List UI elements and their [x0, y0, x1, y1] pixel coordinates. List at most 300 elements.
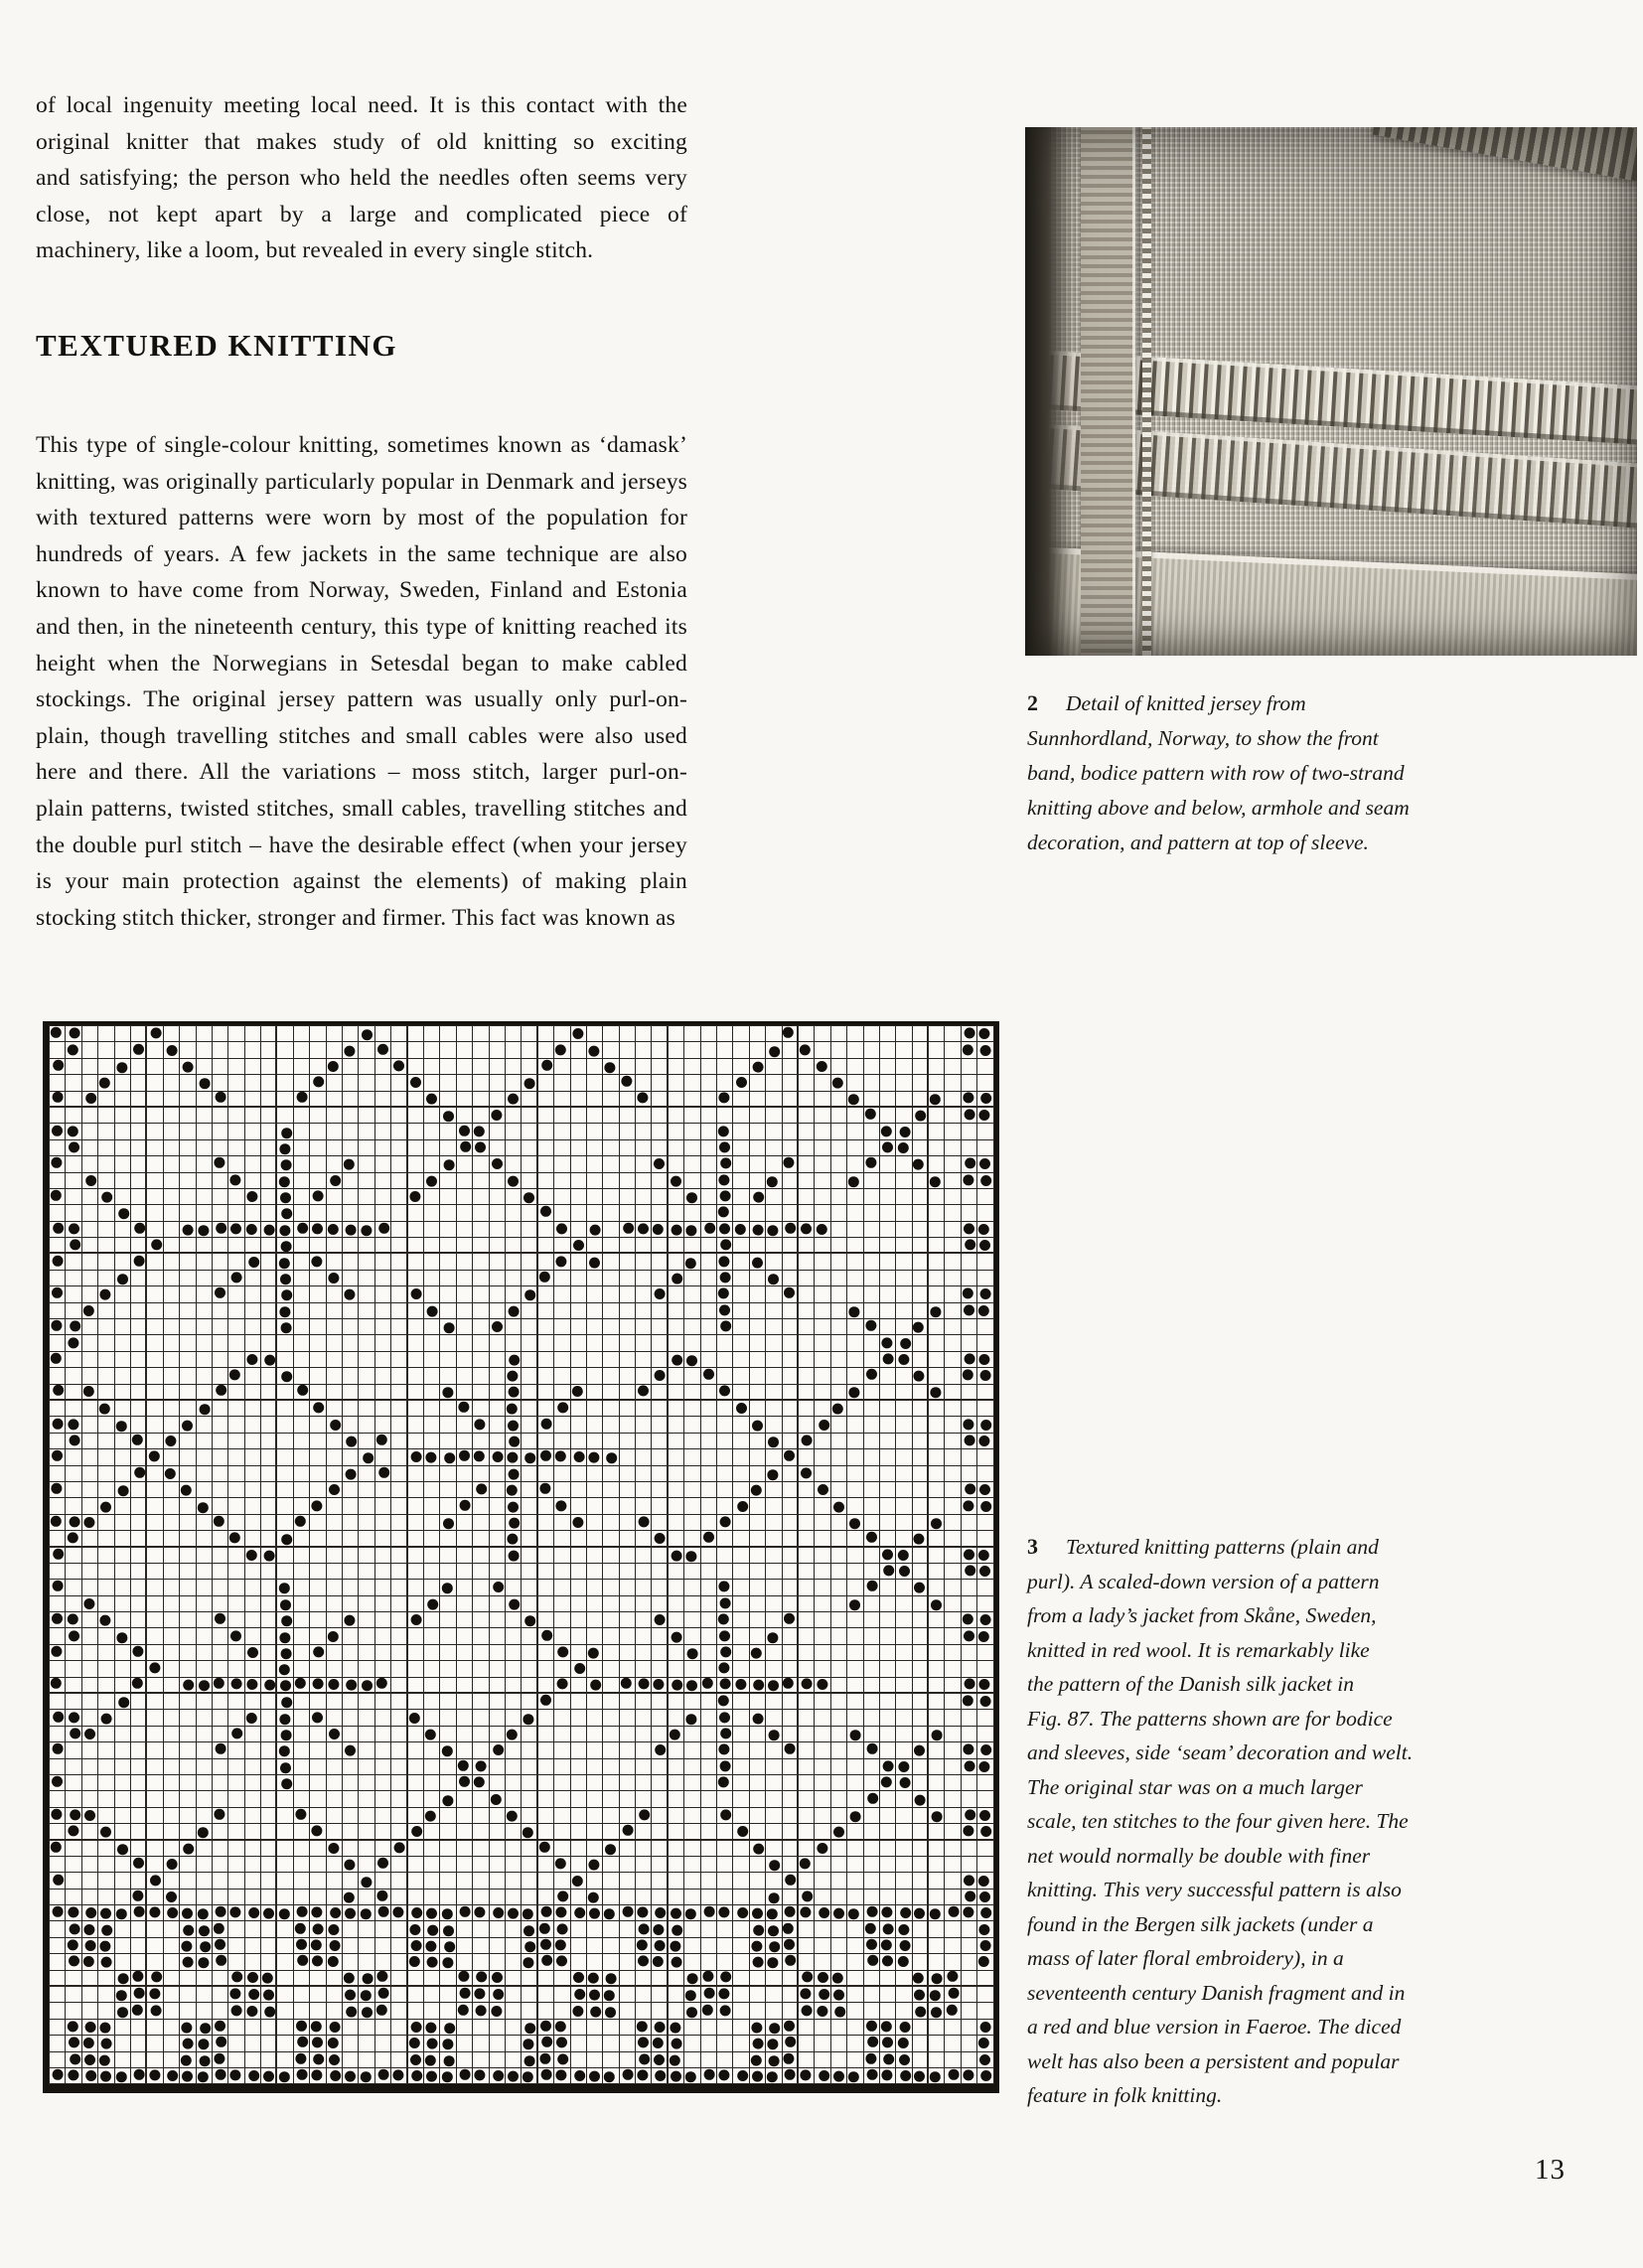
chart-cell	[391, 1059, 407, 1075]
chart-cell	[896, 1873, 912, 1889]
chart-cell	[750, 1841, 766, 1857]
chart-cell	[473, 1661, 489, 1677]
chart-cell	[962, 1075, 977, 1091]
purl-stitch-dot	[53, 1223, 64, 1234]
chart-cell	[294, 1531, 310, 1547]
chart-cell	[799, 1890, 815, 1905]
chart-cell	[115, 1694, 131, 1710]
chart-cell	[164, 1710, 180, 1726]
purl-stitch-dot	[214, 1922, 224, 1933]
chart-cell	[180, 1921, 196, 1937]
chart-cell	[50, 1661, 66, 1677]
purl-stitch-dot	[83, 1598, 94, 1609]
chart-cell	[896, 1742, 912, 1758]
chart-cell	[831, 1857, 847, 1873]
chart-cell	[261, 1108, 277, 1124]
chart-cell	[896, 1205, 912, 1221]
chart-cell	[896, 1938, 912, 1954]
chart-cell	[766, 1938, 782, 1954]
chart-cell	[164, 1042, 180, 1058]
chart-cell	[180, 1271, 196, 1286]
purl-stitch-dot	[329, 1729, 340, 1739]
chart-cell	[147, 1401, 163, 1417]
chart-cell	[554, 1775, 570, 1791]
chart-cell	[310, 1954, 326, 1970]
chart-cell	[913, 1694, 929, 1710]
purl-stitch-dot	[215, 1613, 225, 1624]
purl-stitch-dot	[637, 2021, 648, 2032]
purl-stitch-dot	[216, 1092, 226, 1103]
chart-cell	[831, 1548, 847, 1564]
chart-cell	[440, 1954, 456, 1970]
chart-cell	[620, 2003, 636, 2019]
chart-cell	[277, 1173, 293, 1189]
chart-cell	[424, 1580, 440, 1595]
chart-cell	[701, 1189, 717, 1205]
chart-cell	[131, 1564, 147, 1580]
chart-cell	[522, 1335, 537, 1351]
chart-cell	[603, 1434, 619, 1449]
chart-cell	[164, 1515, 180, 1531]
chart-cell	[98, 2003, 114, 2019]
chart-cell	[587, 2068, 603, 2084]
purl-stitch-dot	[133, 2069, 144, 2080]
chart-cell	[66, 1075, 81, 1091]
chart-cell	[131, 1921, 147, 1937]
purl-stitch-dot	[686, 1225, 697, 1236]
chart-cell	[261, 1449, 277, 1465]
purl-stitch-dot	[474, 1777, 485, 1788]
caption-text: Textured knitting patterns (plain and	[1066, 1535, 1379, 1559]
purl-stitch-dot	[117, 2007, 128, 2018]
chart-cell	[213, 1466, 228, 1482]
chart-cell	[847, 1319, 863, 1335]
chart-cell	[669, 1156, 684, 1172]
chart-cell	[815, 1548, 830, 1564]
chart-cell	[799, 1189, 815, 1205]
chart-cell	[375, 1401, 391, 1417]
chart-cell	[880, 1645, 896, 1661]
chart-cell	[945, 1841, 961, 1857]
purl-stitch-dot	[280, 1762, 291, 1773]
chart-cell	[815, 1954, 830, 1970]
chart-cell	[684, 2036, 700, 2051]
chart-cell	[82, 1759, 98, 1775]
chart-cell	[506, 1727, 522, 1742]
chart-cell	[408, 1857, 424, 1873]
chart-cell	[913, 1173, 929, 1189]
chart-cell	[98, 1286, 114, 1302]
chart-cell	[180, 1385, 196, 1401]
chart-cell	[783, 1890, 799, 1905]
chart-cell	[473, 1205, 489, 1221]
chart-cell	[440, 1026, 456, 1042]
purl-stitch-dot	[52, 1450, 63, 1461]
purl-stitch-dot	[51, 1842, 62, 1853]
chart-cell	[50, 1205, 66, 1221]
chart-cell	[261, 1286, 277, 1302]
chart-cell	[213, 1808, 228, 1824]
chart-cell	[766, 1075, 782, 1091]
chart-cell	[440, 1759, 456, 1775]
chart-cell	[864, 2036, 880, 2051]
purl-stitch-dot	[849, 1306, 860, 1317]
chart-cell	[929, 1580, 945, 1595]
chart-cell	[261, 1482, 277, 1498]
chart-cell	[783, 1694, 799, 1710]
chart-cell	[164, 1905, 180, 1921]
chart-cell	[228, 1075, 244, 1091]
chart-cell	[750, 1596, 766, 1612]
chart-cell	[896, 1059, 912, 1075]
purl-stitch-dot	[588, 1860, 599, 1871]
chart-cell	[847, 1775, 863, 1791]
purl-stitch-dot	[672, 1224, 682, 1235]
text-line: with textured patterns were worn by most of the population for	[36, 505, 687, 531]
purl-stitch-dot	[52, 1809, 63, 1820]
purl-stitch-dot	[216, 1385, 226, 1396]
chart-cell	[310, 1645, 326, 1661]
chart-cell	[66, 1531, 81, 1547]
chart-cell	[506, 2003, 522, 2019]
chart-cell	[82, 1531, 98, 1547]
chart-cell	[245, 1905, 261, 1921]
chart-cell	[66, 1857, 81, 1873]
purl-stitch-dot	[817, 1679, 827, 1690]
chart-cell	[490, 1678, 506, 1694]
chart-cell	[636, 1286, 652, 1302]
photo-vignette	[1025, 127, 1637, 656]
chart-cell	[147, 1173, 163, 1189]
purl-stitch-dot	[246, 1550, 257, 1561]
chart-cell	[391, 1319, 407, 1335]
chart-cell	[929, 1205, 945, 1221]
chart-cell	[131, 2052, 147, 2068]
chart-cell	[522, 1791, 537, 1807]
purl-stitch-dot	[83, 1386, 94, 1397]
text-line: plain patterns, twisted stitches, small cables, travelling stitches and	[36, 795, 687, 822]
purl-stitch-dot	[312, 1500, 323, 1511]
chart-cell	[180, 1303, 196, 1319]
chart-cell	[717, 2003, 733, 2019]
chart-cell	[408, 1092, 424, 1108]
chart-cell	[733, 1775, 749, 1791]
chart-cell	[359, 1042, 374, 1058]
purl-stitch-dot	[102, 1192, 113, 1203]
purl-stitch-dot	[898, 1761, 909, 1772]
purl-stitch-dot	[718, 1777, 729, 1788]
chart-cell	[98, 1205, 114, 1221]
purl-stitch-dot	[199, 1925, 210, 1936]
chart-cell	[473, 1596, 489, 1612]
chart-cell	[977, 1205, 993, 1221]
purl-stitch-dot	[849, 1518, 860, 1529]
chart-cell	[750, 1303, 766, 1319]
chart-cell	[669, 1026, 684, 1042]
chart-cell	[228, 1678, 244, 1694]
chart-cell	[424, 1873, 440, 1889]
chart-cell	[359, 2036, 374, 2051]
chart-cell	[294, 1254, 310, 1270]
chart-cell	[327, 1124, 343, 1139]
chart-cell	[327, 1938, 343, 1954]
chart-cell	[587, 1108, 603, 1124]
chart-cell	[962, 1905, 977, 1921]
chart-cell	[701, 2036, 717, 2051]
chart-cell	[554, 1971, 570, 1987]
caption-line: the pattern of the Danish silk jacket in	[1027, 1672, 1355, 1696]
purl-stitch-dot	[900, 1907, 911, 1918]
chart-cell	[684, 1873, 700, 1889]
purl-stitch-dot	[848, 2071, 859, 2082]
figure2-caption	[1027, 685, 1623, 860]
chart-cell	[343, 1335, 359, 1351]
chart-cell	[913, 1841, 929, 1857]
chart-cell	[213, 1531, 228, 1547]
chart-cell	[880, 1205, 896, 1221]
purl-stitch-dot	[671, 1908, 681, 1919]
chart-cell	[228, 1108, 244, 1124]
chart-cell	[457, 1140, 473, 1156]
chart-cell	[587, 1092, 603, 1108]
chart-cell	[164, 2003, 180, 2019]
chart-cell	[847, 1417, 863, 1433]
chart-cell	[50, 1808, 66, 1824]
chart-cell	[180, 2052, 196, 2068]
chart-cell	[66, 1791, 81, 1807]
chart-cell	[424, 1515, 440, 1531]
chart-cell	[929, 1189, 945, 1205]
chart-cell	[375, 1092, 391, 1108]
chart-cell	[538, 1890, 554, 1905]
purl-stitch-dot	[459, 1776, 470, 1787]
chart-cell	[750, 1092, 766, 1108]
chart-cell	[359, 1890, 374, 1905]
chart-cell	[506, 1286, 522, 1302]
chart-cell	[228, 1873, 244, 1889]
purl-stitch-dot	[556, 1907, 567, 1918]
chart-cell	[98, 1808, 114, 1824]
chart-cell	[115, 1205, 131, 1221]
purl-stitch-dot	[442, 1795, 453, 1806]
chart-cell	[261, 1759, 277, 1775]
chart-cell	[213, 1498, 228, 1514]
chart-cell	[701, 1710, 717, 1726]
purl-stitch-dot	[295, 1809, 306, 1820]
purl-stitch-dot	[69, 2038, 79, 2048]
chart-cell	[490, 1564, 506, 1580]
purl-stitch-dot	[182, 2023, 193, 2034]
chart-cell	[587, 1173, 603, 1189]
chart-cell	[684, 1042, 700, 1058]
chart-cell	[880, 1434, 896, 1449]
chart-cell	[82, 1710, 98, 1726]
chart-cell	[228, 1092, 244, 1108]
chart-cell	[587, 1791, 603, 1807]
chart-cell	[375, 1352, 391, 1368]
chart-cell	[310, 1857, 326, 1873]
chart-cell	[636, 1954, 652, 1970]
purl-stitch-dot	[686, 2007, 697, 2018]
chart-cell	[571, 1628, 587, 1644]
chart-cell	[245, 1482, 261, 1498]
chart-cell	[962, 1645, 977, 1661]
chart-cell	[750, 1189, 766, 1205]
purl-stitch-dot	[344, 1973, 355, 1984]
chart-cell	[880, 1059, 896, 1075]
chart-cell	[164, 1645, 180, 1661]
chart-cell	[310, 1286, 326, 1302]
chart-cell	[799, 2036, 815, 2051]
chart-cell	[799, 1352, 815, 1368]
chart-cell	[962, 1385, 977, 1401]
purl-stitch-dot	[654, 1679, 665, 1690]
chart-cell	[131, 1791, 147, 1807]
purl-stitch-dot	[166, 1891, 177, 1902]
purl-stitch-dot	[720, 1760, 731, 1771]
chart-cell	[261, 1368, 277, 1384]
chart-cell	[506, 1905, 522, 1921]
chart-cell	[359, 1841, 374, 1857]
chart-cell	[197, 1727, 213, 1742]
chart-cell	[847, 2068, 863, 2084]
purl-stitch-dot	[507, 1811, 518, 1822]
chart-cell	[180, 1515, 196, 1531]
chart-cell	[799, 1775, 815, 1791]
chart-cell	[98, 1271, 114, 1286]
chart-cell	[375, 1905, 391, 1921]
chart-cell	[115, 2052, 131, 2068]
chart-cell	[783, 1466, 799, 1482]
chart-cell	[620, 1319, 636, 1335]
chart-cell	[538, 1873, 554, 1889]
chart-cell	[847, 1580, 863, 1595]
chart-cell	[327, 1059, 343, 1075]
chart-cell	[571, 1580, 587, 1595]
chart-cell	[587, 1873, 603, 1889]
chart-cell	[490, 1335, 506, 1351]
purl-stitch-dot	[132, 1646, 143, 1657]
purl-stitch-dot	[52, 1613, 63, 1624]
purl-stitch-dot	[639, 1679, 650, 1690]
chart-cell	[375, 1824, 391, 1840]
chart-cell	[490, 1368, 506, 1384]
purl-stitch-dot	[68, 1337, 78, 1348]
chart-cell	[766, 1286, 782, 1302]
purl-stitch-dot	[785, 1743, 796, 1754]
chart-cell	[197, 1905, 213, 1921]
chart-cell	[684, 1921, 700, 1937]
purl-stitch-dot	[263, 1224, 274, 1235]
chart-cell	[115, 1108, 131, 1124]
chart-cell	[831, 2020, 847, 2036]
chart-cell	[766, 1222, 782, 1238]
chart-cell	[490, 1954, 506, 1970]
chart-cell	[783, 1482, 799, 1498]
chart-cell	[228, 1759, 244, 1775]
chart-cell	[896, 1628, 912, 1644]
chart-cell	[164, 1254, 180, 1270]
chart-cell	[669, 2036, 684, 2051]
chart-cell	[945, 1286, 961, 1302]
chart-cell	[522, 1775, 537, 1791]
chart-cell	[620, 1596, 636, 1612]
chart-cell	[896, 1434, 912, 1449]
chart-cell	[554, 1059, 570, 1075]
chart-cell	[652, 1026, 668, 1042]
chart-cell	[522, 1938, 537, 1954]
chart-cell	[783, 1727, 799, 1742]
purl-stitch-dot	[314, 2053, 325, 2064]
chart-cell	[913, 1954, 929, 1970]
chart-cell	[945, 1678, 961, 1694]
purl-stitch-dot	[865, 1320, 876, 1331]
purl-stitch-dot	[588, 1452, 599, 1463]
purl-stitch-dot	[655, 2070, 666, 2081]
chart-cell	[147, 1890, 163, 1905]
chart-cell	[799, 1124, 815, 1139]
chart-cell	[245, 2036, 261, 2051]
chart-cell	[864, 1905, 880, 1921]
chart-cell	[197, 1189, 213, 1205]
chart-cell	[864, 1042, 880, 1058]
chart-cell	[50, 1710, 66, 1726]
chart-cell	[538, 1026, 554, 1042]
chart-cell	[147, 1303, 163, 1319]
chart-cell	[294, 1092, 310, 1108]
chart-cell	[180, 1841, 196, 1857]
chart-cell	[343, 1075, 359, 1091]
purl-stitch-dot	[718, 1614, 729, 1625]
purl-stitch-dot	[981, 1501, 992, 1512]
purl-stitch-dot	[882, 1141, 893, 1152]
chart-cell	[783, 1140, 799, 1156]
chart-cell	[750, 1938, 766, 1954]
chart-cell	[847, 1742, 863, 1758]
chart-cell	[115, 1596, 131, 1612]
chart-cell	[391, 1987, 407, 2003]
chart-cell	[131, 1938, 147, 1954]
chart-cell	[571, 1727, 587, 1742]
chart-cell	[587, 1271, 603, 1286]
chart-cell	[522, 1808, 537, 1824]
chart-cell	[408, 1319, 424, 1335]
chart-cell	[717, 1645, 733, 1661]
chart-cell	[538, 1075, 554, 1091]
chart-cell	[245, 1156, 261, 1172]
chart-cell	[131, 1042, 147, 1058]
chart-cell	[669, 1564, 684, 1580]
chart-cell	[733, 1401, 749, 1417]
chart-cell	[669, 1987, 684, 2003]
chart-cell	[131, 1254, 147, 1270]
purl-stitch-dot	[539, 1483, 550, 1494]
chart-cell	[571, 1645, 587, 1661]
chart-cell	[799, 1434, 815, 1449]
purl-stitch-dot	[981, 1420, 992, 1431]
chart-cell	[131, 1222, 147, 1238]
chart-cell	[913, 1352, 929, 1368]
chart-cell	[359, 1124, 374, 1139]
chart-cell	[587, 1352, 603, 1368]
chart-cell	[669, 1727, 684, 1742]
purl-stitch-dot	[556, 1500, 567, 1511]
purl-stitch-dot	[850, 1730, 861, 1740]
chart-cell	[977, 1124, 993, 1139]
purl-stitch-dot	[802, 1679, 813, 1690]
chart-cell	[620, 1742, 636, 1758]
chart-cell	[228, 1368, 244, 1384]
